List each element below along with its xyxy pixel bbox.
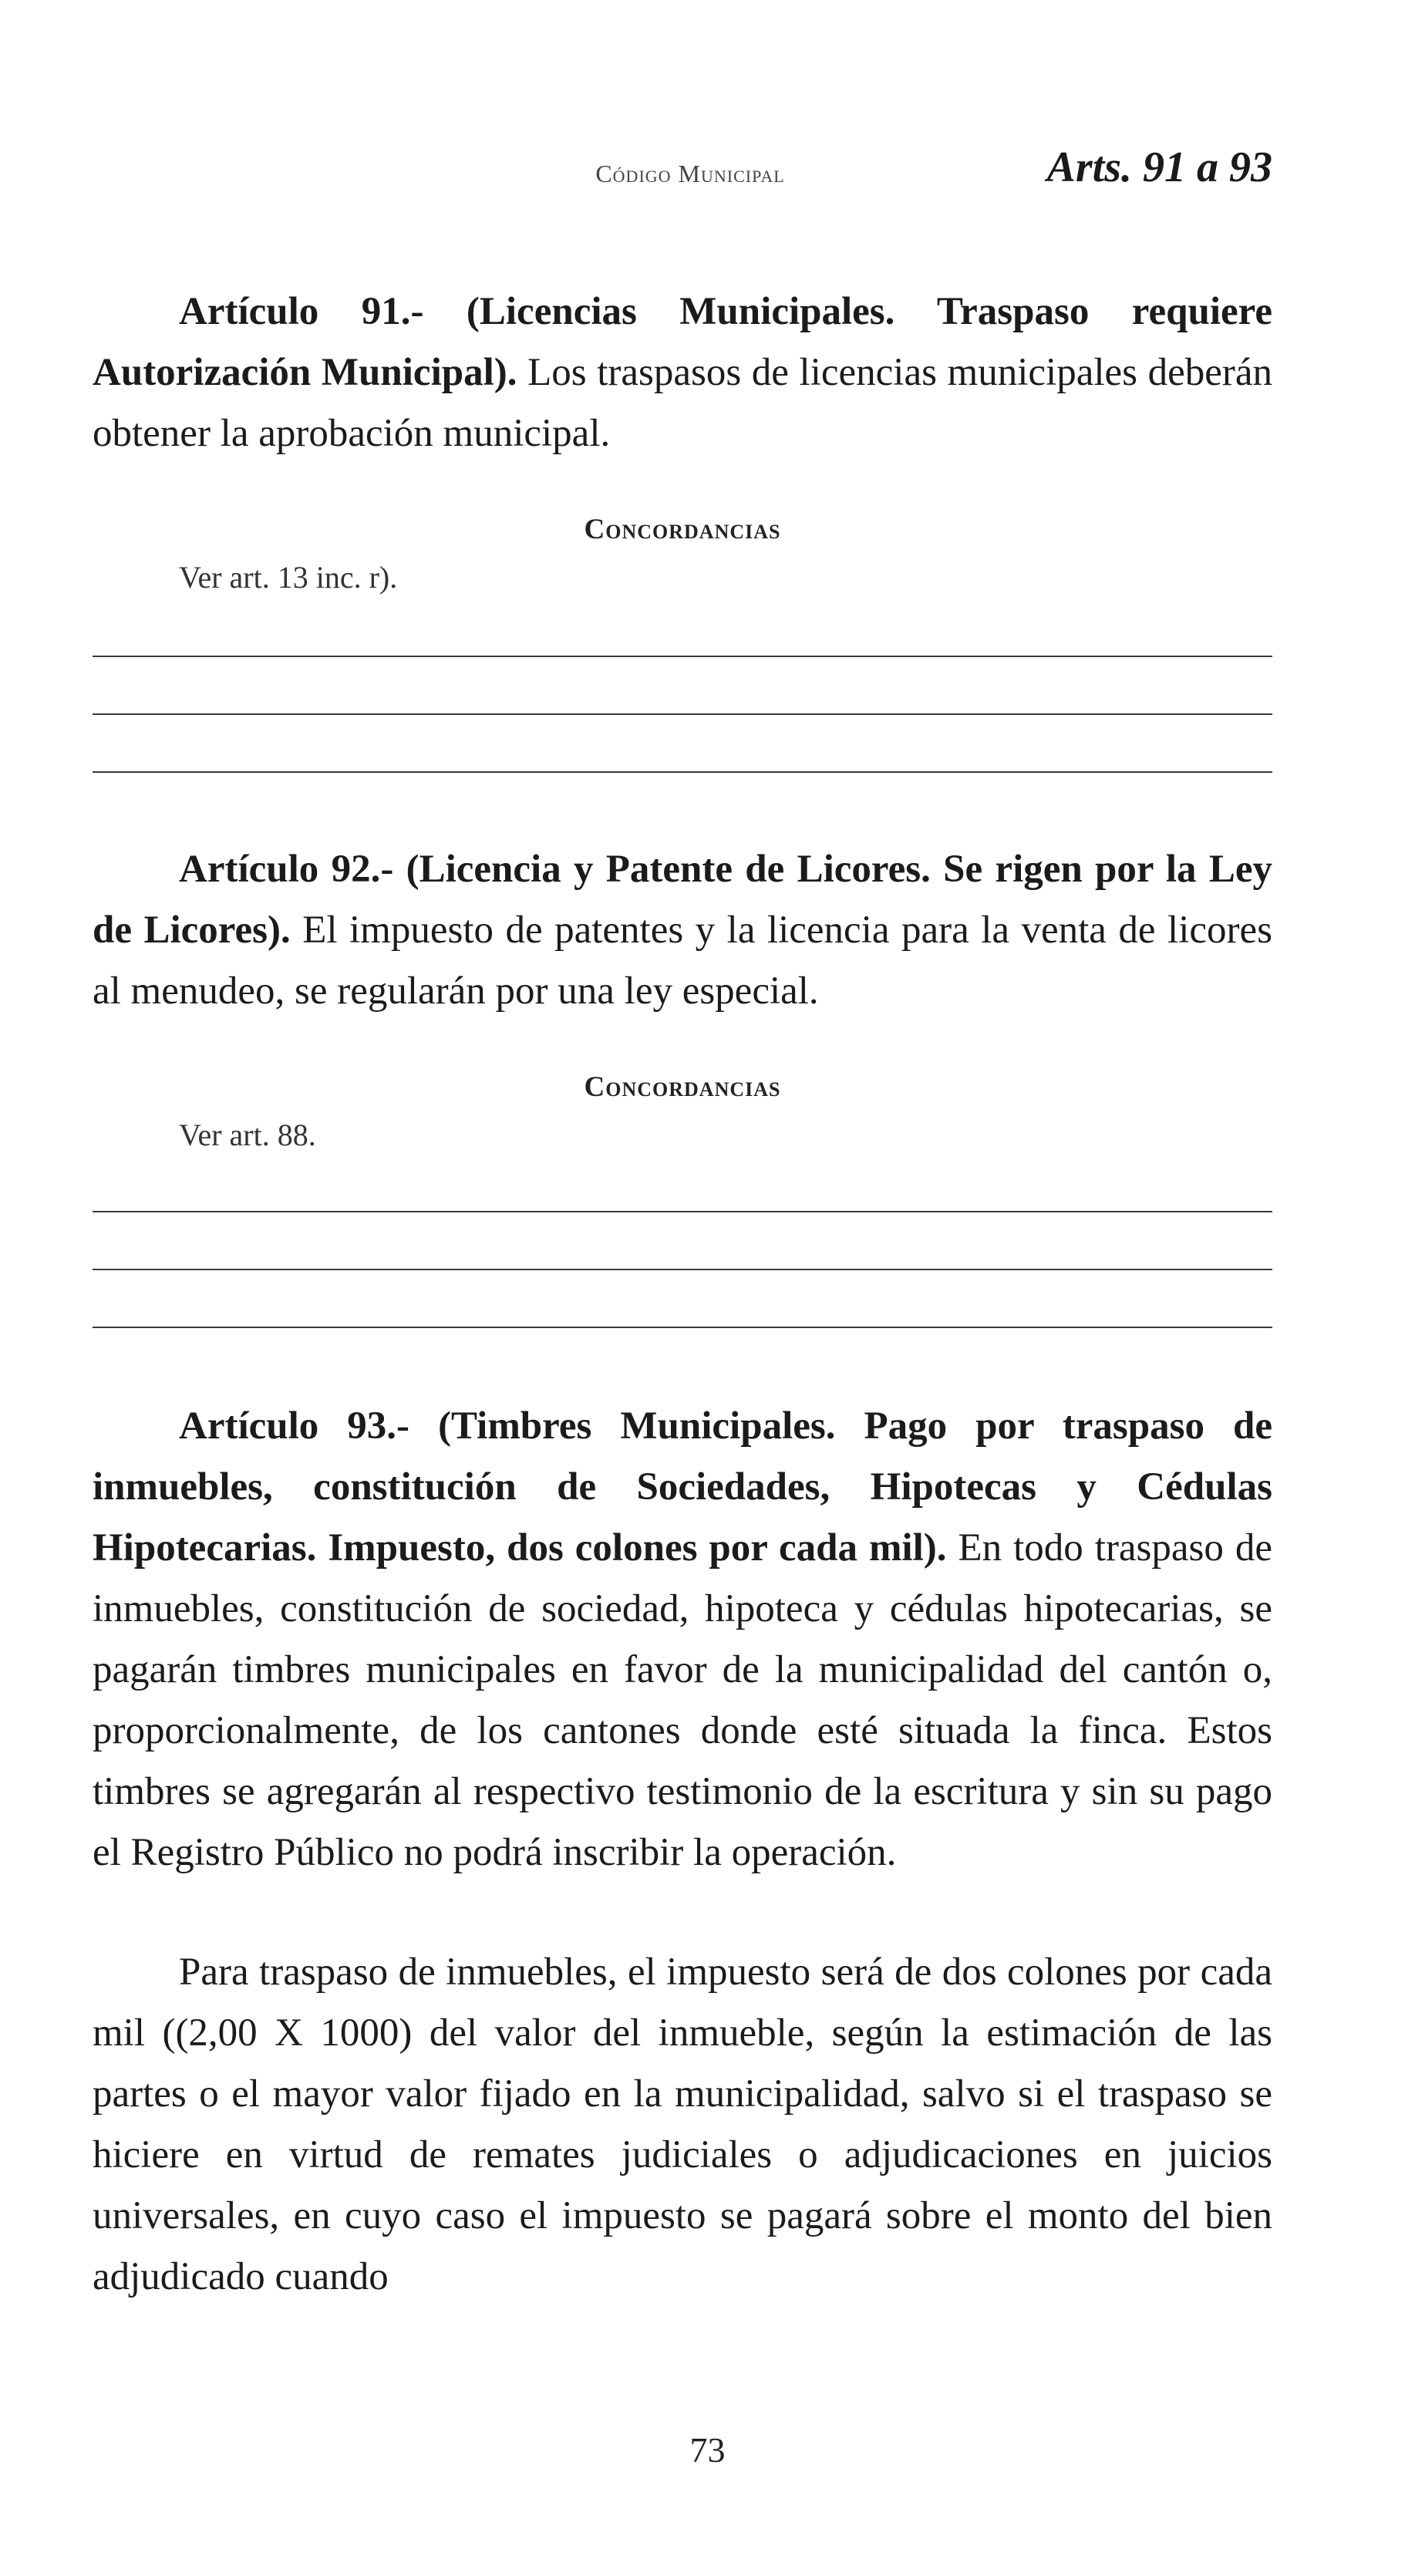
note-line [93, 771, 1272, 773]
article-93-heading: Artículo 93.- (Timbres Municipales. Pago por traspaso de inmuebles, constitución de Sociedades, Hipotecas y Cédulas Hipotecarias. Impuesto, dos colones por cada mil). [93, 1404, 1272, 1570]
concordance-ref-92: Ver art. 88. [179, 1118, 316, 1152]
running-title: Código Municipal [595, 160, 785, 187]
article-91-body: Los traspasos de licencias municipales deberán obtener la aprobación municipal. [93, 351, 1272, 455]
article-91 [93, 282, 1272, 464]
concordance-title-91: Concordancias [584, 514, 781, 545]
note-line [93, 1327, 1272, 1328]
concordance-ref-91: Ver art. 13 inc. r). [179, 560, 398, 595]
page-number: 73 [689, 2430, 726, 2470]
article-92 [93, 839, 1272, 1022]
article-93-body: En todo traspaso de inmuebles, constitución de sociedad, hipoteca y cédulas hipotecarias, se pagarán timbres municipales en favor de la municipalidad del cantón o, proporcionalmente, de los cantones donde esté situada la finca. Estos timbres se agregarán al respectivo testimonio de la escritura y sin su pago el Registro Público no podrá inscribir la operación. [93, 1526, 1273, 1874]
article-range: Arts. 91 a 93 [1046, 143, 1272, 191]
concordance-title-92: Concordancias [584, 1071, 781, 1103]
note-line [93, 713, 1272, 715]
article-91-heading: Artículo 91.- (Licencias Municipales. Traspaso requiere Autorización Municipal). [93, 290, 1272, 394]
article-93-paragraph-2: Para traspaso de inmuebles, el impuesto será de dos colones por cada mil ((2,00 X 1000) del valor del inmueble, según la estimación de las partes o el mayor valor fijado en la municipalidad, salvo si el traspaso se hiciere en virtud de remates judiciales o adjudicaciones en juicios universales, en cuyo caso el impuesto se pagará sobre el monto del bien adjudicado cuando [93, 1951, 1272, 2298]
note-line [93, 1211, 1272, 1212]
article-92-body: El impuesto de patentes y la licencia para la venta de licores al menudeo, se regularán por una ley especial. [93, 909, 1272, 1013]
note-line [93, 656, 1272, 657]
article-93 [93, 1396, 1272, 1883]
note-line [93, 1269, 1272, 1270]
running-header [93, 143, 1272, 204]
article-92-heading: Artículo 92.- (Licencia y Patente de Licores. Se rigen por la Ley de Licores). [93, 848, 1272, 952]
